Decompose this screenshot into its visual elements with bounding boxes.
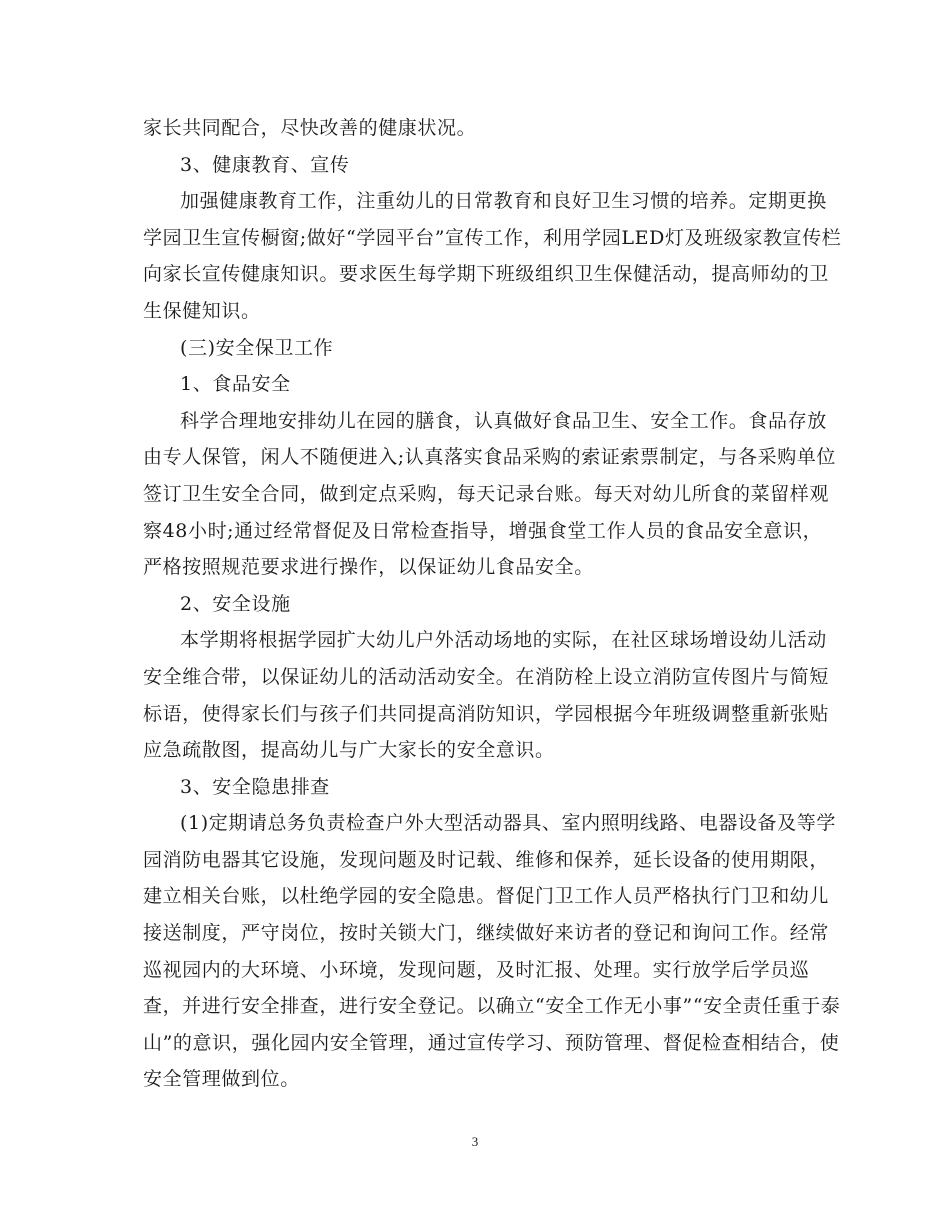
text-line: 应急疏散图，提高幼儿与广大家长的安全意识。 xyxy=(143,739,555,762)
text-line: 科学合理地安排幼儿在园的膳食，认真做好食品卫生、安全工作。食品存放 xyxy=(180,409,827,432)
text-line: 山”的意识，强化园内安全管理，通过宣传学习、预防管理、督促检查相结合，使 xyxy=(143,1031,840,1054)
text-line: 建立相关台账，以杜绝学园的安全隐患。督促门卫工作人员严格执行门卫和幼儿 xyxy=(143,885,830,908)
text-line: 3、安全隐患排查 xyxy=(180,775,330,798)
text-line: 标语，使得家长们与孩子们共同提高消防知识，学园根据今年班级调整重新张贴 xyxy=(143,702,830,725)
text-line: 由专人保管，闲人不随便进入;认真落实食品采购的索证索票制定，与各采购单位 xyxy=(143,446,837,469)
text-line: 加强健康教育工作，注重幼儿的日常教育和良好卫生习惯的培养。定期更换 xyxy=(180,190,827,213)
text-line: 学园卫生宣传橱窗;做好“学园平台”宣传工作，利用学园LED灯及班级家教宣传栏 xyxy=(143,226,842,249)
document-body xyxy=(143,110,842,1098)
text-line: 园消防电器其它设施，发现问题及时记载、维修和保养，延长设备的使用期限， xyxy=(143,848,830,871)
text-line: (1)定期请总务负责检查户外大型活动器具、室内照明线路、电器设备及等学 xyxy=(180,812,836,835)
text-line: 签订卫生安全合同，做到定点采购，每天记录台账。每天对幼儿所食的菜留样观 xyxy=(143,482,830,505)
text-line: 1、食品安全 xyxy=(180,373,291,396)
text-line: 2、安全设施 xyxy=(180,592,291,615)
text-line: 安全维合带，以保证幼儿的活动活动安全。在消防栓上设立消防宣传图片与简短 xyxy=(143,665,830,688)
text-line: 查，并进行安全排查，进行安全登记。以确立“安全工作无小事”“安全责任重于泰 xyxy=(143,995,841,1018)
text-line: 安全管理做到位。 xyxy=(143,1068,300,1091)
text-line: 严格按照规范要求进行操作，以保证幼儿食品安全。 xyxy=(143,556,594,579)
text-line: (三)安全保卫工作 xyxy=(180,336,334,359)
text-line: 察48小时;通过经常督促及日常检查指导，增强食堂工作人员的食品安全意识， xyxy=(143,519,823,542)
text-line: 接送制度，严守岗位，按时关锁大门，继续做好来访者的登记和询问工作。经常 xyxy=(143,922,830,945)
text-line: 本学期将根据学园扩大幼儿户外活动场地的实际，在社区球场增设幼儿活动 xyxy=(180,629,827,652)
text-line: 家长共同配合，尽快改善的健康状况。 xyxy=(143,117,477,139)
page-number: 3 xyxy=(471,1134,479,1149)
text-line: 生保健知识。 xyxy=(143,299,261,322)
text-line: 3、健康教育、宣传 xyxy=(180,153,350,176)
text-line: 巡视园内的大环境、小环境，发现问题，及时汇报、处理。实行放学后学员巡 xyxy=(143,958,810,981)
text-line: 向家长宣传健康知识。要求医生每学期下班级组织卫生保健活动，提高师幼的卫 xyxy=(143,263,830,286)
